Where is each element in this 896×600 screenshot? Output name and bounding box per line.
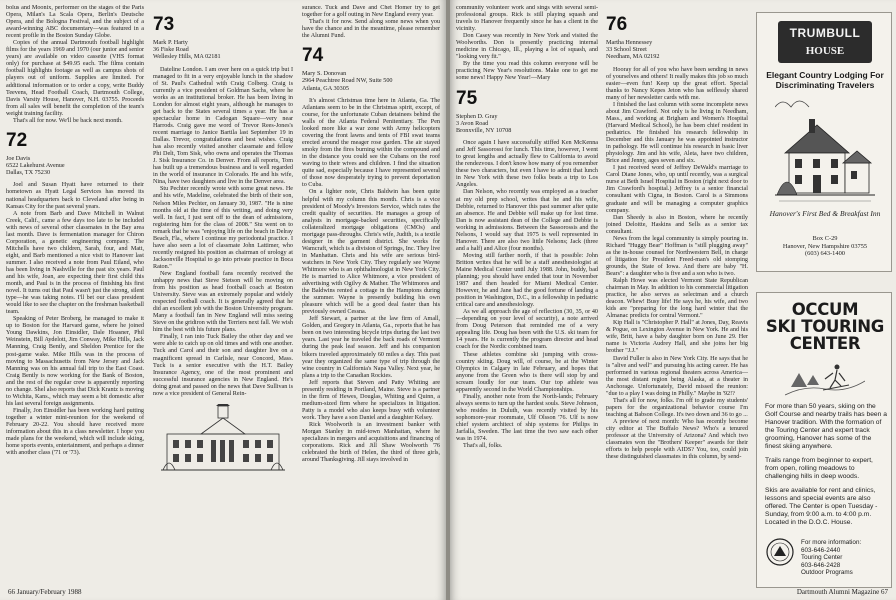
paragraph: Jeff reports that Steven and Patty Whiting are presently residing in Portland, Maine. Steve is a partner in the firm of Hewes, Douglas, Whiting and Quinn, a medium-sized firm where he specializes in litigation. Patty is a model who also keeps busy with volunteer work. They have a son Daniel and a daughter Kelsey. xyxy=(302,379,440,421)
paragraph: Kip Hall is "Christopher P. Hall" at Jones, Day, Reavis & Pogue, on Lexington Avenue in New York. He and his wife, Britt, have a baby daughter born on June 29. Her name is Victoria Audrey Hall, and she joins her big brother "J.J." xyxy=(606,320,748,355)
doc-seal-drawing xyxy=(765,537,795,567)
paragraph: Joel and Susan Hyatt have returned to their hometown as Hyatt Legal Services has moved its national headquarters back to Cleveland after being in Kansas City for the past several years. xyxy=(6,182,144,210)
right-column-1 xyxy=(456,5,598,450)
paragraph: That's all for now, folks. I'm off to grade my students' papers for the organizational behavior course I'm teaching at Babson College. It's two down and 36 to go ... xyxy=(606,397,748,418)
paragraph: I just received word of Jeffrey DeWald's marriage to Carol Diane Jones, who, up until recently, was a surgical nurse at Beth Israel Hospital in Boston (right next door to Jim Crawford's hospital.) Jeffrey is a senior financial consultant with Cigna, in Boston. Carol is a Simmons graduate and will be managing a computer graphics company. xyxy=(606,165,748,214)
class-secretary-address: Stephen D. Gray 3 Avon Road Bronxville, NY 10708 xyxy=(456,112,512,134)
paragraph: Dateline London. I am over here on a quick trip but I managed to fit in a very enjoyable lunch in the shadow of St. Paul's Cathedral with Craig Colberg. Craig is currently a vice president of Goldman Sachs, where he works as an institutional broker. He has been living in London for almost eight years, although he manages to get back to the States several times a year. He has a spectacular home in Cadogan Square—very near Harrods. Craig gave me word of Trevor Rees-Jones's recent marriage to Janice Bartila last September 19 in Dallas. Trevor, congratulations and best wishes. Craig has also recently visited another classmate and fellow Phi Delt, Tom Sisk, who owns and operates the Thomas J. Sisk Insurance Co. in Denver. From all reports, Tom has built up a tremendous business and is well regarded in the world of insurance in Colorado. He and his wife, Nina, have two daughters and live in the Denver area. xyxy=(153,66,293,186)
paragraph: Don Casey was recently in New York and visited the Woolworths. Don is presently practicing internal medicine in Chicago, Ill., playing a lot of squash, and "looking very fit." xyxy=(456,33,598,61)
class-secretary-address: Mary S. Donovan 2964 Peachtree Road NW, Suite 500 Atlanta, GA 30305 xyxy=(302,70,393,92)
inn-contact xyxy=(761,235,889,258)
left-column-3 xyxy=(302,5,440,464)
ad-tagline: Elegant Country Lodging For Discriminating Travelers xyxy=(766,70,884,90)
left-column-2 xyxy=(153,5,293,476)
class-secretary-address: Mark P. Harty 36 Fiske Road Wellesley Hills, MA 02181 xyxy=(153,39,221,61)
paragraph: Once again I have successfully stiffed Ken McKenna and Jeff Sassorossi for lunch. This time, however, I went to great lengths and actually flew to California to avoid the rendezvous. I don't know how many of you remember these two characters, but even I have to admit that lunch in New York with these two folks beats a trip to Los Angeles. xyxy=(456,140,598,189)
paragraph: Dan Nelson, who recently was employed as a teacher at my old prep school, writes that he and his wife, Debbie, returned to Hanover this past summer after quite an absence. He and Debbie will make up for lost time. Dan is now assistant dean of the College and Debbie is working in admissions. Between the Sassorossis and the Nelsons, I would say that 1975 is well represented in Hanover. There are also two little Nelsons; Jack (three and a half) and Alice (four months). xyxy=(456,189,598,252)
class-year-heading: 76 xyxy=(606,14,628,35)
paragraph: That's all, folks. xyxy=(463,443,503,450)
paragraph: Ralph Howe was elected Vermont State Republican chairman in May. In addition to his commercial litigation practice, he also serves as selectman and a church deacon. Whew! Busy life! He says he, his wife, and two kids are "preparing for the long hard winter that the Almanac predicts for central Vermont." xyxy=(606,278,748,320)
inn-city: Hanover, New Hampshire 03755 xyxy=(782,242,868,250)
paragraph: A note from Barb and Dave Mitchell in Walnut Creek, Calif., came a few days too late to be included with news of several other classmates in the Bay area last month. Dave is fermentation manager for Chiron Corporation, a genetic engineering company. The Mitchells have two children, Sarah, four, and Matt, eight, and Barb mentioned a nice visit to Hanover last summer. I also received a note from Paul Eiland, who has been living in Nashville for the past six years. Paul and his wife, Joan, are expecting their first child this month, and Paul is in the process of finishing his first novel. It turns out that Paul wasn't just the strong, silent type—he was taking notes. I'll bet our class president would like to see the chapter on the freshman basketball team. xyxy=(6,210,144,316)
inn-box: Box C-29 xyxy=(812,235,838,242)
ski-description xyxy=(765,403,887,533)
paragraph: Hooray for all of you who have been sending in news of yourselves and others! It really makes this job so much easier—even fun! Keep up the great effort. Special thanks to Nancy Kepes Jeton who has selflessly shared many of her newsletter cards with me. xyxy=(606,66,748,101)
paragraph: New England football fans recently received the unhappy news that Steve Stetson will be moving on from his position as head football coach at Boston University. Steve was an extremely popular and widely respected football coach. It is generally agreed that he did an excellent job with the Boston University program. Many a football fan in New England will miss seeing Steve on the gridiron with the Terriers next fall. We wish him the best with his future plans. xyxy=(153,270,293,334)
logo-line-1: TRUMBULL xyxy=(789,26,861,40)
farmhouse-drawing xyxy=(775,99,875,205)
class-year-heading: 75 xyxy=(456,87,478,109)
paragraph: Stu Pechter recently wrote with some great news. He and his wife, Madeline, celebrated the birth of their son, Nelson Miles Pechter, on January 30, 1987. "He is nine months old at the time of this writing, and doing very well. In fact, I just sent off to the dean of admissions, registering him for the class of 2008." Stu went on to remark that he was "enjoying life on the beach in Delray Beach, Fla., where I continue my periodontal practice. I have also seen a lot of classmate John Lattimer, who recently resigned his position as chairman of urology at Jacksonville Hospital to go into private practice in Boca Raton." xyxy=(153,186,293,270)
skier-drawing xyxy=(785,357,865,399)
trumbull-house-logo xyxy=(778,21,872,63)
ski-contact: For more information: 603-646-2440 Touring Center 603-646-2428 Outdoor Programs xyxy=(801,539,862,577)
right-column-2 xyxy=(606,5,748,461)
paragraph: Moving still farther north, if that is possible: John Britton writes that he will be a staff anesthesiologist at Maine Medical Center until July 1988. John, buddy, bad planning; you should have ended that tour in November 1987 and then headed for Miami Medical Center. However, he and Jane had the good fortune of landing a position in Washington, D.C., in a fellowship in pediatric critical care and anesthesiology. xyxy=(456,252,598,309)
paragraph: surance. Tuck and Dave and Chet Homer try to get together for a golf outing in New England every year. xyxy=(302,5,440,19)
campus-building-illustration xyxy=(161,404,285,476)
page-folio-left: 66 January/February 1988 xyxy=(8,588,82,596)
paragraph: Finally, Jon Einsidler has been working hard putting together a winter mini-reunion for the weekend of February 20-22. You should have received more information about this in a class newsletter. I hope you made plans for the weekend, which will include skiing, home sports events, entertainment, and perhaps a dinner with another class ('71 or '73). xyxy=(6,407,144,457)
inn-name: Hanover's First Bed & Breakfast Inn xyxy=(769,209,881,218)
paragraph: bolus and Moonix, performer on the stages of the Paris Opera, Milan's La Scala Opera, Berlin's Deutsche Opera, and the Bologna Festival, and the subject of a award-winning ABC documentary—was featured in a recent profile in the Boston Sunday Globe. xyxy=(6,5,144,40)
paragraph: Trails range from beginner to expert, from open, rolling meadows to challenging hills in deep woods. xyxy=(765,457,873,480)
trumbull-house-ad xyxy=(756,12,892,272)
class-secretary-address: Joe Davis 6522 Lakehurst Avenue Dallas, TX 75230 xyxy=(6,154,65,177)
occum-ski-ad xyxy=(756,292,892,588)
house-illustration xyxy=(775,99,875,205)
paragraph: Speaking of Peter Broberg, he managed to make it up to Boston for the Harvard game, where he joined Young Dawkins, Jon Einsidler, Dale Hoasner, Phil Weinstein, Bill Aydelott, Jim Conway, Mike Hills, Jack Manning, Craig Bently, and Sheldon Prentice for the post-game wake. Mike Hills was in the process of moving to Massachusetts from New Jersey and Jack Manning was on his annual fall trip to the East Coast. Craig Bently is now working for the Bank of Boston, and the rest of the regular crew is apparently reporting no change. Shel also reports that Dick Krantz is moving to Wichita, Kans., which may seem a bit domestic after his last several foreign assignments. xyxy=(6,316,144,407)
inn-phone: (603) 643-1400 xyxy=(805,250,845,257)
paragraph: Finally, another note from the North-lands; February always seems to turn up the hardest souls. Steve Johnson, who resides in Duluth, was recently visited by his sophomore-year roommate, Ulf Olsson '76. Ulf is now chief system architect of ship systems for Philips in Jarfalla, Sweden. The last time the two saw each other was in 1974. xyxy=(456,393,598,443)
paragraph: As we all approach the age of reflection (30, 35, or 40—depending on your level of security), a note arrived from Doug Peterson that reminded me of a very appealing life. Doug has been with the U.S. ski team for 14 years. He is currently the program director and head coach for the Nordic combined team. xyxy=(456,309,598,351)
paragraph: That's it for now. Send along some news when you have the chance and in the meantime, please remember the Alumni Fund. xyxy=(302,19,440,40)
paragraph: These athletes combine ski jumping with cross-country skiing. Doug will, of course, be at the Winter Olympics in Calgary in late February, and hopes that anyone from the Green who is there will stop by and scream loudly for our team. Our top athlete was apparently second in the World Championships. xyxy=(456,351,598,393)
dartmouth-hall-drawing xyxy=(161,404,285,476)
paragraph: Rick Woolworth is an investment banker with Morgan Stanley in mid-town Manhattan, where he specializes in mergers and acquisitions and financing of corporations. Rick and Jill Shaw Woolworth '76 celebrated the birth of Helen, the third of three girls, around Thanksgiving. Jill stays involved in xyxy=(302,422,440,464)
paragraph: By the time you read this column everyone will be practicing New Year's resolutions. Make one to get me some news! Happy New Year!—Mary xyxy=(456,61,598,82)
class-secretary-address: Martha Hennessey 33 School Street Needham, MA 02192 xyxy=(606,39,660,61)
page-folio-right: Dartmouth Alumni Magazine 67 xyxy=(796,588,888,596)
paragraph: Jeff Stewart, a partner at the law firm of Amall, Golden, and Gregory in Atlanta, Ga., reports that he has been on two interesting bicycle trips during the last two years. Last year he traveled the back roads of Vermont during the peak leaf season. Jeff and his companion bikers traveled approximately 60 miles a day. This past year they organized the same type of trip through the wine country in California's Napa Valley. Next year, he plans a trip to the Canadian Rockies. xyxy=(302,316,440,379)
paragraph: For more than 50 years, skiing on the Golf Course and nearby trails has been a Hanover tradition. With the formation of the Touring Center and expert track grooming, Hanover has some of the finest skiing anywhere. xyxy=(765,403,887,450)
left-column-1 xyxy=(6,5,144,457)
paragraph: Finally, I ran into Tuck Bailey the other day and we were able to catch up on old times and with one another. Tuck and Carol and their son and daughter live on a magnificent spread in Carlisle, near Concord, Mass. Tuck is a senior executive with the H.T. Bailey Insurance Agency, one of the most prominent and successful insurance agencies in New England. He's doing great and passed on the news that Dave Sullivan is now a vice president of General Rein- xyxy=(153,334,293,397)
paragraph: A preview of next month: Who has recently become city editor at The Buffalo News? Who's a tenured professor at the University of Arizona? And which two classmates won the "Brothers' Keeper" awards for their efforts to help people with AIDS? You, too, could join these distinguished classmates in this column, by send- xyxy=(606,418,748,461)
paragraph: David Fuller is also in New York City. He says that he is "alive and well" and pursuing his acting career. He has performed in various regional theaters across America—the most distant region being Alaska, at a theater in Anchorage. Unfortunately, David missed the reunion: "due to a play I was doing in Philly." Maybe in '92!? xyxy=(606,355,748,397)
class-year-heading: 72 xyxy=(6,129,28,151)
skier-illustration xyxy=(785,357,865,399)
ski-center-title: OCCUM SKI TOURING CENTER xyxy=(765,300,885,353)
left-page xyxy=(0,0,446,600)
doc-emblem-icon xyxy=(765,537,795,567)
logo-line-2: HOUSE xyxy=(805,45,845,57)
paragraph: Copies of the annual Dartmouth football highlight films for the years 1969 and 1970 (our junior and senior years) are available on video cassette (VHS format only) for purchase at $49.95 each. The films contain football highlights footage as well as campus shots of players out of uniform. Supplies are limited. For additional information or to order a copy, write Buddy Teevens, Head Football Coach, Dartmouth College, Davis Varsity House, Hanover, N.H. 03755. Proceeds from all sales will benefit the completion of the team's weight training facility. xyxy=(6,40,144,117)
paragraph: Dan Sheedy is also in Boston, where he recently joined Deloitte, Haskins and Sells as a senior tax consultant. xyxy=(606,214,748,235)
class-year-heading: 74 xyxy=(302,45,324,67)
class-year-heading: 73 xyxy=(153,14,175,35)
paragraph: That's all for now. We'll be back next month. xyxy=(13,117,123,124)
paragraph: It's almost Christmas time here in Atlanta, Ga. The Atlantans seem to be in the Christmas spirit, except, of course, for the unfortunate Cuban detainees behind the walls of the Atlanta Federal Penitentiary. The Pen looked more like a war zone with Army helicopters covering the front lawns and tents of FBI swat teams erected around the meager rose garden. The air stayed smoky from the fires burning within the compound and in the distance you could see the Cubans on the roof waving to their wives and children. I find the situation quite sad, especially because I have represented several of those now desperately trying to prevent deportation to Cuba. xyxy=(302,97,440,189)
paragraph: community volunteer work and sings with several semi-professional groups. Rick is still playing squash and travels to Hanover frequently since he has a client in the vicinity. xyxy=(456,5,598,33)
paragraph: News from the legal community is simply pouring in. Richard "Huggy Bear" Hoffman is "still plugging away" as the in-house counsel for Northwestern Bell, in charge of litigation for President Freed-man's old stomping grounds, the State of Iowa. And there are baby "H. Bears": a daughter who is five and a son who is two. xyxy=(606,235,748,277)
paragraph: I finished the last column with some incomplete news about Jim Crawford. Not only is he living in Needham, Mass., and working at Brigham and Women's Hospital (Harvard Medical School), he has been chief resident in pediatrics. He finished his research fellowship in December and this January he was appointed instructor in pathology. He will continue his research in basic liver physiology. Jim and his wife, Aleta, have two children, Brice and Jenny, ages seven and six. xyxy=(606,101,748,165)
paragraph: Skis are available for rent and clinics, lessons and special events are also offered. The Center is open Tuesday - Sunday, from 9:00 a.m. to 4:00 p.m. Located in the D.O.C. House. xyxy=(765,487,878,526)
paragraph: On a lighter note, Chris Baldwin has been quite helpful with my column this month. Chris is a vice president of Moody's Investors Service, which rates the credit quality of securities. He manages a group of analysts in mortgage-backed securities, specifically collateralized mortgage obligations (CMOs) and mortgage pass-throughs. Chris's wife, Judith, is a textile designer in the garment district. She works for Wamcraft, which is a division of Springs, Inc. They live in Manhattan. Chris and his wife are serious bird-watchers in New York City. They regularly see Wayne Whitmore who is an ophthalmologist in New York City. He is married to Alice Whitmore, a vice president of advertising with Ogilvy & Mather. The Whitmores and the Baldwins rented a cottage in the Hamptons during the summer. Wayne is presently building his own pleasure which will be a good deal faster than his previously owned Cessna. xyxy=(302,189,440,316)
